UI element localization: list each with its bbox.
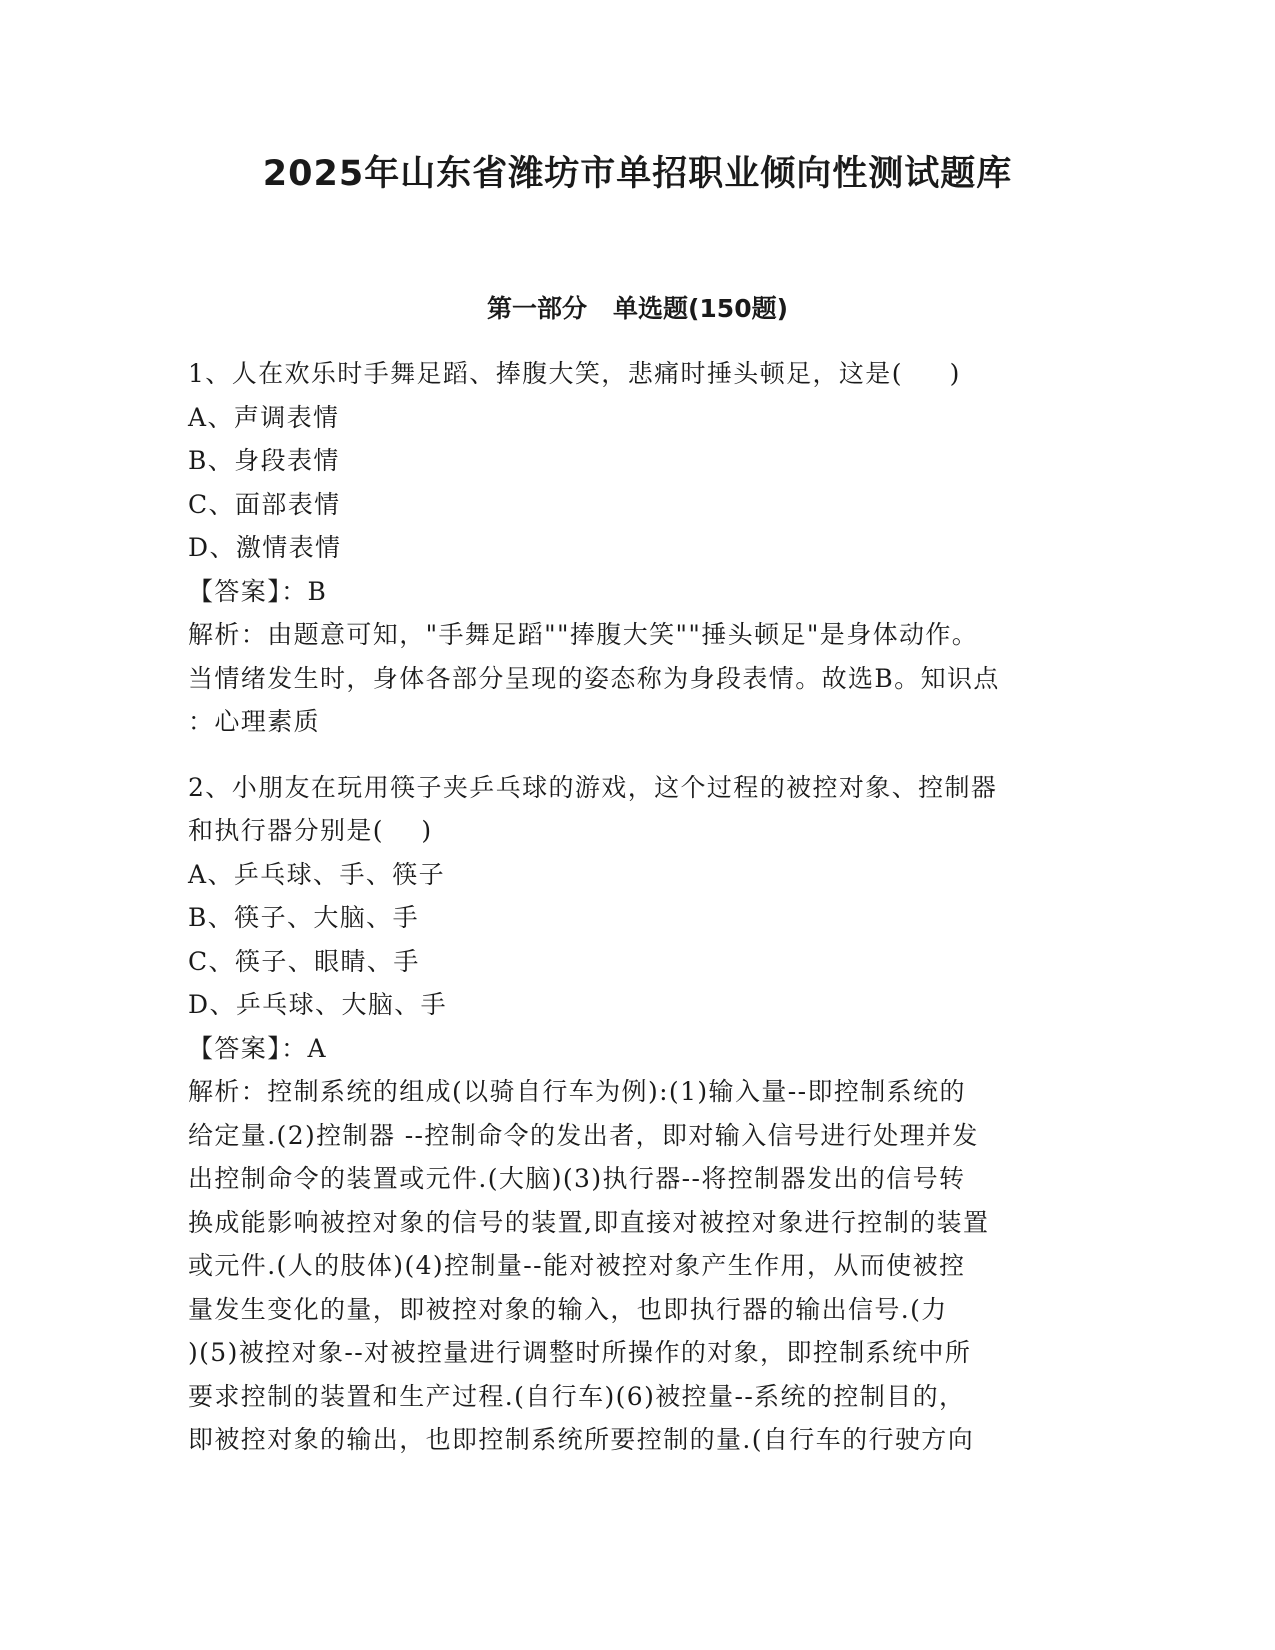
analysis-line: 解析：控制系统的组成(以骑自行车为例):(1)输入量--即控制系统的 bbox=[188, 1077, 966, 1106]
section-label: 第一部分 bbox=[486, 294, 587, 323]
analysis-line: ：心理素质 bbox=[188, 707, 321, 736]
question-spacer bbox=[188, 744, 1088, 766]
question-list bbox=[188, 352, 1088, 1462]
option-b: B、身段表情 bbox=[188, 446, 340, 475]
option-d: D、乒乓球、大脑、手 bbox=[188, 990, 448, 1019]
option-d: D、激情表情 bbox=[188, 533, 342, 562]
option-a: A、声调表情 bbox=[188, 402, 340, 432]
question-1 bbox=[188, 352, 1088, 744]
analysis-line: 当情绪发生时，身体各部分呈现的姿态称为身段表情。故选B。知识点 bbox=[188, 663, 1000, 693]
analysis-line: 换成能影响被控对象的信号的装置,即直接对被控对象进行控制的装置 bbox=[188, 1207, 990, 1237]
question-stem: 1、人在欢乐时手舞足蹈、捧腹大笑，悲痛时捶头顿足，这是( ) bbox=[188, 359, 961, 388]
question-stem: 2、小朋友在玩用筷子夹乒乓球的游戏，这个过程的被控对象、控制器 bbox=[188, 772, 998, 802]
analysis-line: 要求控制的装置和生产过程.(自行车)(6)被控量--系统的控制目的， bbox=[188, 1381, 966, 1411]
question-2 bbox=[188, 766, 1088, 1462]
option-c: C、面部表情 bbox=[188, 489, 341, 519]
analysis-line: 解析：由题意可知，"手舞足蹈""捧腹大笑""捶头顿足"是身体动作。 bbox=[188, 620, 979, 649]
option-c: C、筷子、眼睛、手 bbox=[188, 946, 420, 976]
option-a: A、乒乓球、手、筷子 bbox=[188, 859, 446, 889]
analysis-line: )(5)被控对象--对被控量进行调整时所操作的对象，即控制系统中所 bbox=[188, 1338, 972, 1367]
analysis-line: 给定量.(2)控制器 --控制命令的发出者，即对输入信号进行处理并发 bbox=[188, 1120, 979, 1150]
answer-line: 【答案】：A bbox=[188, 1033, 327, 1063]
question-stem: 和执行器分别是( ) bbox=[188, 816, 433, 845]
analysis-line: 出控制命令的装置或元件.(大脑)(3)执行器--将控制器发出的信号转 bbox=[188, 1164, 966, 1193]
option-b: B、筷子、大脑、手 bbox=[188, 903, 419, 932]
analysis-line: 量发生变化的量，即被控对象的输入，也即执行器的输出信号.(力 bbox=[188, 1294, 948, 1324]
section-heading bbox=[0, 292, 1275, 326]
analysis-line: 即被控对象的输出，也即控制系统所要控制的量.(自行车的行驶方向 bbox=[188, 1425, 975, 1454]
answer-line: 【答案】：B bbox=[188, 576, 328, 606]
analysis-line: 或元件.(人的肢体)(4)控制量--能对被控对象产生作用，从而使被控 bbox=[188, 1251, 966, 1280]
document-title: 2025年山东省潍坊市单招职业倾向性测试题库 bbox=[262, 154, 1013, 194]
section-name: 单选题(150题) bbox=[612, 294, 789, 323]
